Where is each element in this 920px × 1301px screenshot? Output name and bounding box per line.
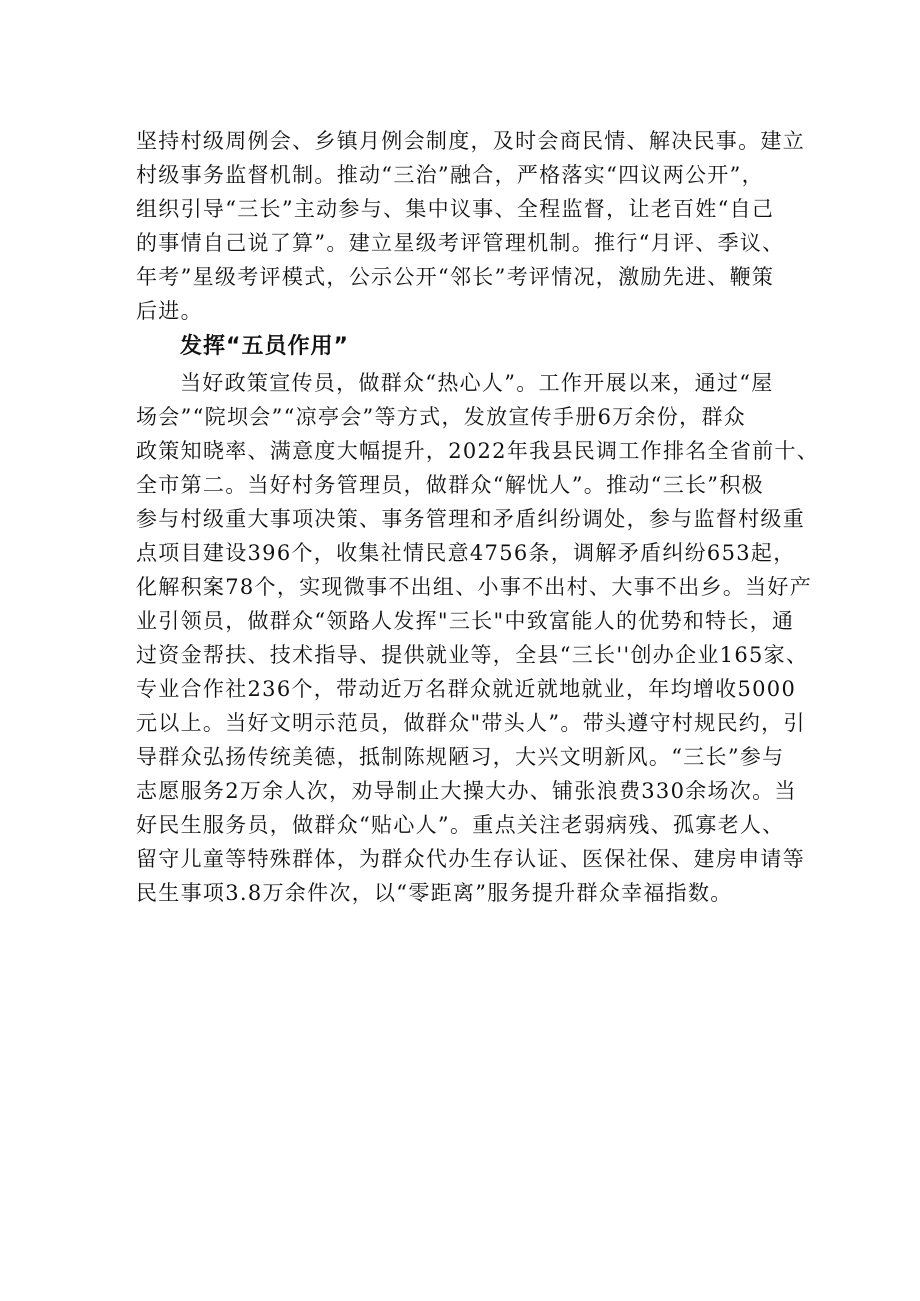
text-line: 坚持村级周例会、乡镇月例会制度，及时会商民情、解决民事。建立: [136, 129, 805, 153]
text-line: 留守儿童等特殊群体，为群众代办生存认证、医保社保、建房申请等: [136, 847, 805, 871]
text-line: 过资金帮扶、技术指导、提供就业等，全县“三长''创办企业165家、: [136, 643, 809, 667]
text-line: 组织引导“三长”主动参与、集中议事、全程监督，让老百姓“自己: [136, 197, 775, 221]
text-line: 当好政策宣传员，做群众“热心人”。工作开展以来，通过“屋: [180, 371, 774, 395]
text-line: 政策知晓率、满意度大幅提升，2022年我县民调工作排名全省前十、: [136, 439, 820, 463]
text-line: 年考”星级考评模式，公示公开“邻长”考评情况，激励先进、鞭策: [136, 265, 775, 289]
text-line: 好民生服务员，做群众“贴心人”。重点关注老弱病残、孤寡老人、: [136, 813, 785, 837]
text-line: 专业合作社236个，带动近万名群众就近就地就业，年均增收5000: [136, 677, 797, 701]
text-line: 化解积案78个，实现微事不出组、小事不出村、大事不出乡。当好产: [136, 575, 813, 599]
text-line: 村级事务监督机制。推动“三治”融合，严格落实“四议两公开”，: [136, 163, 764, 187]
text-line: 志愿服务2万余人次，劝导制止大操大办、铺张浪费330余场次。当: [136, 779, 797, 803]
text-line: 导群众弘扬传统美德，抵制陈规陋习，大兴文明新风。“三长”参与: [136, 745, 785, 769]
text-line: 元以上。当好文明示范员，做群众"带头人”。带头遵守村规民约，引: [136, 711, 806, 735]
section-heading: 发挥“五员作用”: [180, 334, 349, 359]
document-body: [136, 126, 820, 912]
text-line: 全市第二。当好村务管理员，做群众“解忧人”。推动“三长”积极: [136, 473, 764, 497]
text-line: 的事情自己说了算”。建立星级考评管理机制。推行“月评、季议、: [136, 231, 785, 255]
text-line: 场会”“院坝会”“凉亭会”等方式，发放宣传手册6万余份，群众: [136, 405, 747, 429]
paragraph-five-roles: [136, 368, 820, 912]
paragraph-village-mechanisms: [136, 126, 804, 330]
text-line: 后进。: [136, 299, 203, 323]
text-line: 民生事项3.8万余件次，以“零距离”服务提升群众幸福指数。: [136, 881, 733, 905]
text-line: 业引领员，做群众“领路人发挥"三长"中致富能人的优势和特长，通: [136, 609, 795, 633]
text-line: 点项目建设396个，收集社情民意4756条，调解矛盾纠纷653起，: [136, 541, 796, 565]
text-line: 参与村级重大事项决策、事务管理和矛盾纠纷调处，参与监督村级重: [136, 507, 805, 531]
